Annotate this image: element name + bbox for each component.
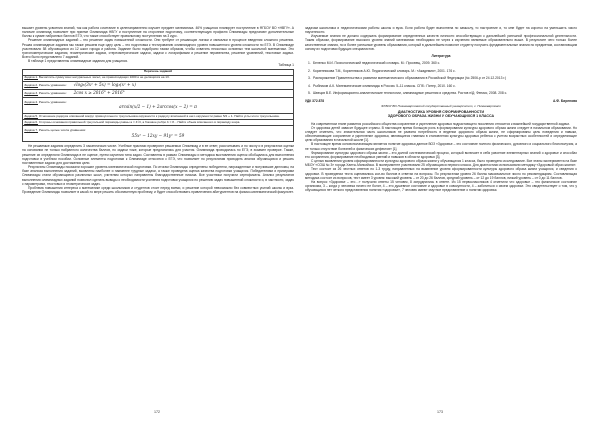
table-title: Перечень заданий — [23, 69, 294, 75]
paragraph: Решение олимпиадных заданий – это решение задач повышенной сложности. Они требуют от решающих логики и смекалки в процессе введения сложного решения. Решая олимпиадные задания мы также решаем еще одну цель – это подготовка к тестированию олимпиадного уровня повышенного уровня сложности по ЕГЭ. В Олимпиаде участвовало 58 обучающихся из 12 школ города и района. Задание было подобрано таким образом, чтобы охватить несколько основных тем школьной математики. Это тригонометрические задания, геометрические задачи, стереометрические задачи, задачи с логарифмами и решение неравенства, решение уравнений, текстовые задачи. Всего было представлено 7 заданий. — [22, 38, 294, 60]
task-formula: arcsin(x/2 − 1) + 2arccos(x − 2) = π — [119, 104, 197, 110]
left-page — [22, 26, 294, 410]
table-row — [23, 81, 294, 89]
task-text: Решить целые числа уравнения: — [38, 127, 86, 132]
paragraph: На вопрос «Здоровье – это…» получили ответы 15 человек, 8 затруднились в ответе. Из 15 первоклассников 4 отметили что здоровье – это физическое состояние организма, 3 – когда у человека ничего не болит, 4 – это душевное состояние и здоровье в совокупности, 4 – заботиться о своем здоровье. Это свидетельствует о том, что у обучающихся нет четкого представления понятия «здоровье», 7 человек имеют смутное представление о понятии здоровья. — [305, 179, 577, 193]
task-label: Задача 6. — [24, 119, 39, 124]
paragraph: Изучаемые знания не должно содержать формирование определенных качеств личности способствующих к дальнейшей успешной профессиональной деятельности. Таким образом, формирование высокого уровня знаний математики необходимо не через к изучению являемые образовательно выше. В результате чего только более качественные знания, но и более успешные уровень образования, который в дальнейшем позволит студенту получить фундаментальные знания по предметам, составляющим основу их подготовки будущих специалистов. — [305, 34, 577, 51]
tasks-table — [22, 69, 294, 143]
paragraph: Тест состоит из 26 честных ответов по 1-3 труду, направленных на выявление уровня сформированности культуры здорового образа жизни учащихся, и сведения о здоровье. В проведении теста оценивались кол-во баллов в ответах на вопросы. По результатам уровня 26 баллы максимальное число по рекомендациям. Составляющая методика состоит из вопросов, тест имеет 3 уровня: высокий уровень – от 20 до 26 баллов, средний уровень – от 12 до 19 баллов, низкий уровень – от 0 до 11 баллов. — [305, 167, 577, 180]
paragraph: вышает уровень усвоения знаний, так как работа сочетание в целенаправленно изучает предмет математика. 46% учащихся планирует поступление в ФГБОУ ВО «НВГУ». А наличие олимпиад позволяет при приеме Олимпиада НВГУ и поступление на сторонние подготовку, соответствующую профилю Олимпиады предлагают дополнительные баллы к сумме набранных баллов ЕГЭ, что также способствует правильному поступлению на 3 курс. — [22, 26, 294, 39]
author-name: А.Ф. Биренова — [552, 99, 577, 104]
task-text: Решить уравнение: — [38, 91, 67, 96]
page-number: 172 — [154, 410, 160, 414]
paragraph: От здоровья детей зависит будущее страны. В настоящее время большую роль в формировании культуры здорового образа жизни следует в начальном образовании. Но следует отметить, что значительная часть школьников не развита потребность в ведении здорового образа жизни, не сформированы цель поведения и навыки, обеспечивающие сохранение и укрепление здоровья, являющиеся главным в становлении культуры здоровья ребенка с учетом возрастных особенностей и определяющие цели образования в начальной школе [1]. — [305, 125, 577, 143]
literature-list — [305, 61, 577, 95]
paragraph: На современном этапе развития российского общества сохранение и укрепление здоровья подрастающего поколения относится к важнейшей государственной задачи. — [311, 121, 570, 126]
paragraph: В таблице 1 представлены олимпиадные задания для учащихся. — [28, 59, 128, 64]
task-label: Задача 1. — [24, 75, 39, 80]
list-item: 5. Швецов В.Е. Информационно-аналитические технологии, олимпиадные решения и средства. Ростов н/Д: Феникс, 2008. 208 с. — [308, 91, 508, 96]
udk-code: УДК 372.878 — [305, 99, 325, 104]
paragraph: задачам школьника и педагогическими работы школы и вуза. Если работа будет выполнена по замыслу, то настроение и, то мне будет на коротко на уменьшить число наученности. — [305, 26, 577, 35]
task-label: Задача 2. — [24, 83, 39, 88]
task-text: Вычислить сумму всех натуральных чисел, не превосходящих 1000 и не делящихся на 13. — [38, 75, 170, 80]
paragraph: Результаты Олимпиады показали хорошие уровень математической подготовки. По итогам Олимпиады определены победители, награжденные и получившие дипломы, на базе анализа выполнения заданий, выявлены наиболее и наименее трудные задачи, а также проведена оценка качества подготовки учащихся. Победителями и призерами Олимпиады стали обучающиеся различных школ, учителям которых направлены благодарственные письма. Все участники получили сертификаты. Анализ результатов выполнения олимпиадных заданий позволил сделать выводы о необходимости усиления подготовки учащихся по решению задач повышенной сложности и, в частности, задач с параметрами, текстовых и геометрических задач. — [22, 165, 294, 186]
affiliation: ФГБОУ ВО Нижневартовский государственный университет, г. Нижневартовск — [381, 103, 501, 108]
article-title-line-1: ДИАГНОСТИКА УРОВНЯ СФОРМИРОВАННОСТИ — [397, 109, 485, 114]
task-formula: 2cos x ≥ 2016° + 2016° — [73, 90, 125, 96]
literature-title: Литература — [431, 53, 451, 58]
task-label: Задача 3. — [24, 91, 39, 96]
task-label: Задача 5. — [24, 113, 39, 118]
task-label: Задача 7. — [24, 127, 39, 132]
paragraph: Формирование культуры здорового образа жизни – это долгий систематический процесс, который включает в себя усвоение элементарных знаний о здоровье и способах его сохранения, формирование необходимых умений и навыков в области здоровья [3]. — [305, 150, 577, 159]
list-item: 4. Рыбников А.К. Математические олимпиады в России. 5–11 классы. СПб.: Питер, 2010. 160 с. — [308, 83, 456, 88]
table-row — [23, 126, 294, 142]
table-row — [23, 97, 294, 113]
list-item: 1. Беленко М.И. Психологический педагогический словарь. М.: Просвещ. 2009. 360 с. — [308, 61, 441, 66]
task-text: Решить уравнение: — [38, 99, 67, 104]
task-text: Стороны основания правильной треугольной пирамиды равны а = 4√3, а боковое ребро b = 8... Найти объем вписанного в пирамиду шара. — [38, 119, 241, 124]
list-item: 3. Распоряжение Правительства о развитии математического образования в Российской Федерации (№ 2506-р от 24.12.2013 г.) — [308, 76, 507, 81]
right-page — [305, 26, 577, 410]
paragraph: С целью выявления уровня сформированности культуры здорового образа жизни у обучающихся 1 класса, было проведено исследование. Все этапы эксперимента на базе МБОУ «СОШ № 3» города Ханты-Мансийска. В эксперименте участвовали 25 обучающихся первого класса. Для диагностики использовали методику «Здоровый образ жизни». — [305, 159, 578, 168]
table-row — [23, 89, 294, 97]
task-formula: √log₃(3x² + 5x) = log₃(x² + x) — [73, 82, 136, 88]
list-item: 2. Корзенникова Т.М., Корзенников А.Ю. Педагогический словарь. М.: «Академия», 2001. 176 с. — [308, 68, 456, 73]
table-caption: Таблица 1 — [278, 63, 294, 68]
page-number: 173 — [437, 410, 443, 414]
paragraph: В настоящее время основополагающим является понятие здоровья данное ВОЗ «Здоровье – это состояние полного физического, духовного и социального благополучия, а не только отсутствие болезней и физических дефектов» [1]. — [305, 142, 577, 151]
task-label: Задача 4. — [24, 99, 39, 104]
task-text: Отношение радиуса описанной вокруг прямоугольного треугольника окружности к радиусу вписанной в него окружности равно 5/2 + 1. Найти углы этого треугольника. — [38, 113, 280, 118]
task-text: Решить уравнение: — [38, 83, 67, 88]
article-title-line-2: ЗДОРОВОГО ОБРАЗА ЖИЗНИ У ОБУЧАЮЩИХСЯ 1 КЛАССА — [387, 114, 495, 119]
task-formula: 55x² − 12xy − 91y² = 59 — [131, 132, 185, 138]
paragraph: Проблема повышения интереса к математике среди школьников и студентов стоит перед всеми, и решение которой невозможно без совместных усилий школы и вуза. Проведение Олимпиады позволяет в какой-то мере решить обозначенную проблему, и будет способствовать привлечению абитуриентов на физико-математический факультет. — [22, 185, 294, 194]
paragraph: Не решаемые задания определить 3 хаоатических чисел. Учебные практики проверяют решаемых Олимпиад и в ее ответ, рассчитывать и по числу и в результатах оценки на основании не только набранного количества баллов, но задачи тоже, которые предлагались для участия. Олимпиада проводилась по ЕГЭ, в экзамен проверке. Также, решение их определяли Олимпиада в не оценке, путем изучения типа задач. Составлены в рамках Олимпиады и методика выставления оценок обобщались для выполнения подготовки в учебном пособии. Основные элементы подготовки к Олимпиаде относятся с ЕГЭ, что позволяет по результатам проводить анализ обучающихся и решать поставленные задачи для достижения цели. — [22, 144, 294, 165]
